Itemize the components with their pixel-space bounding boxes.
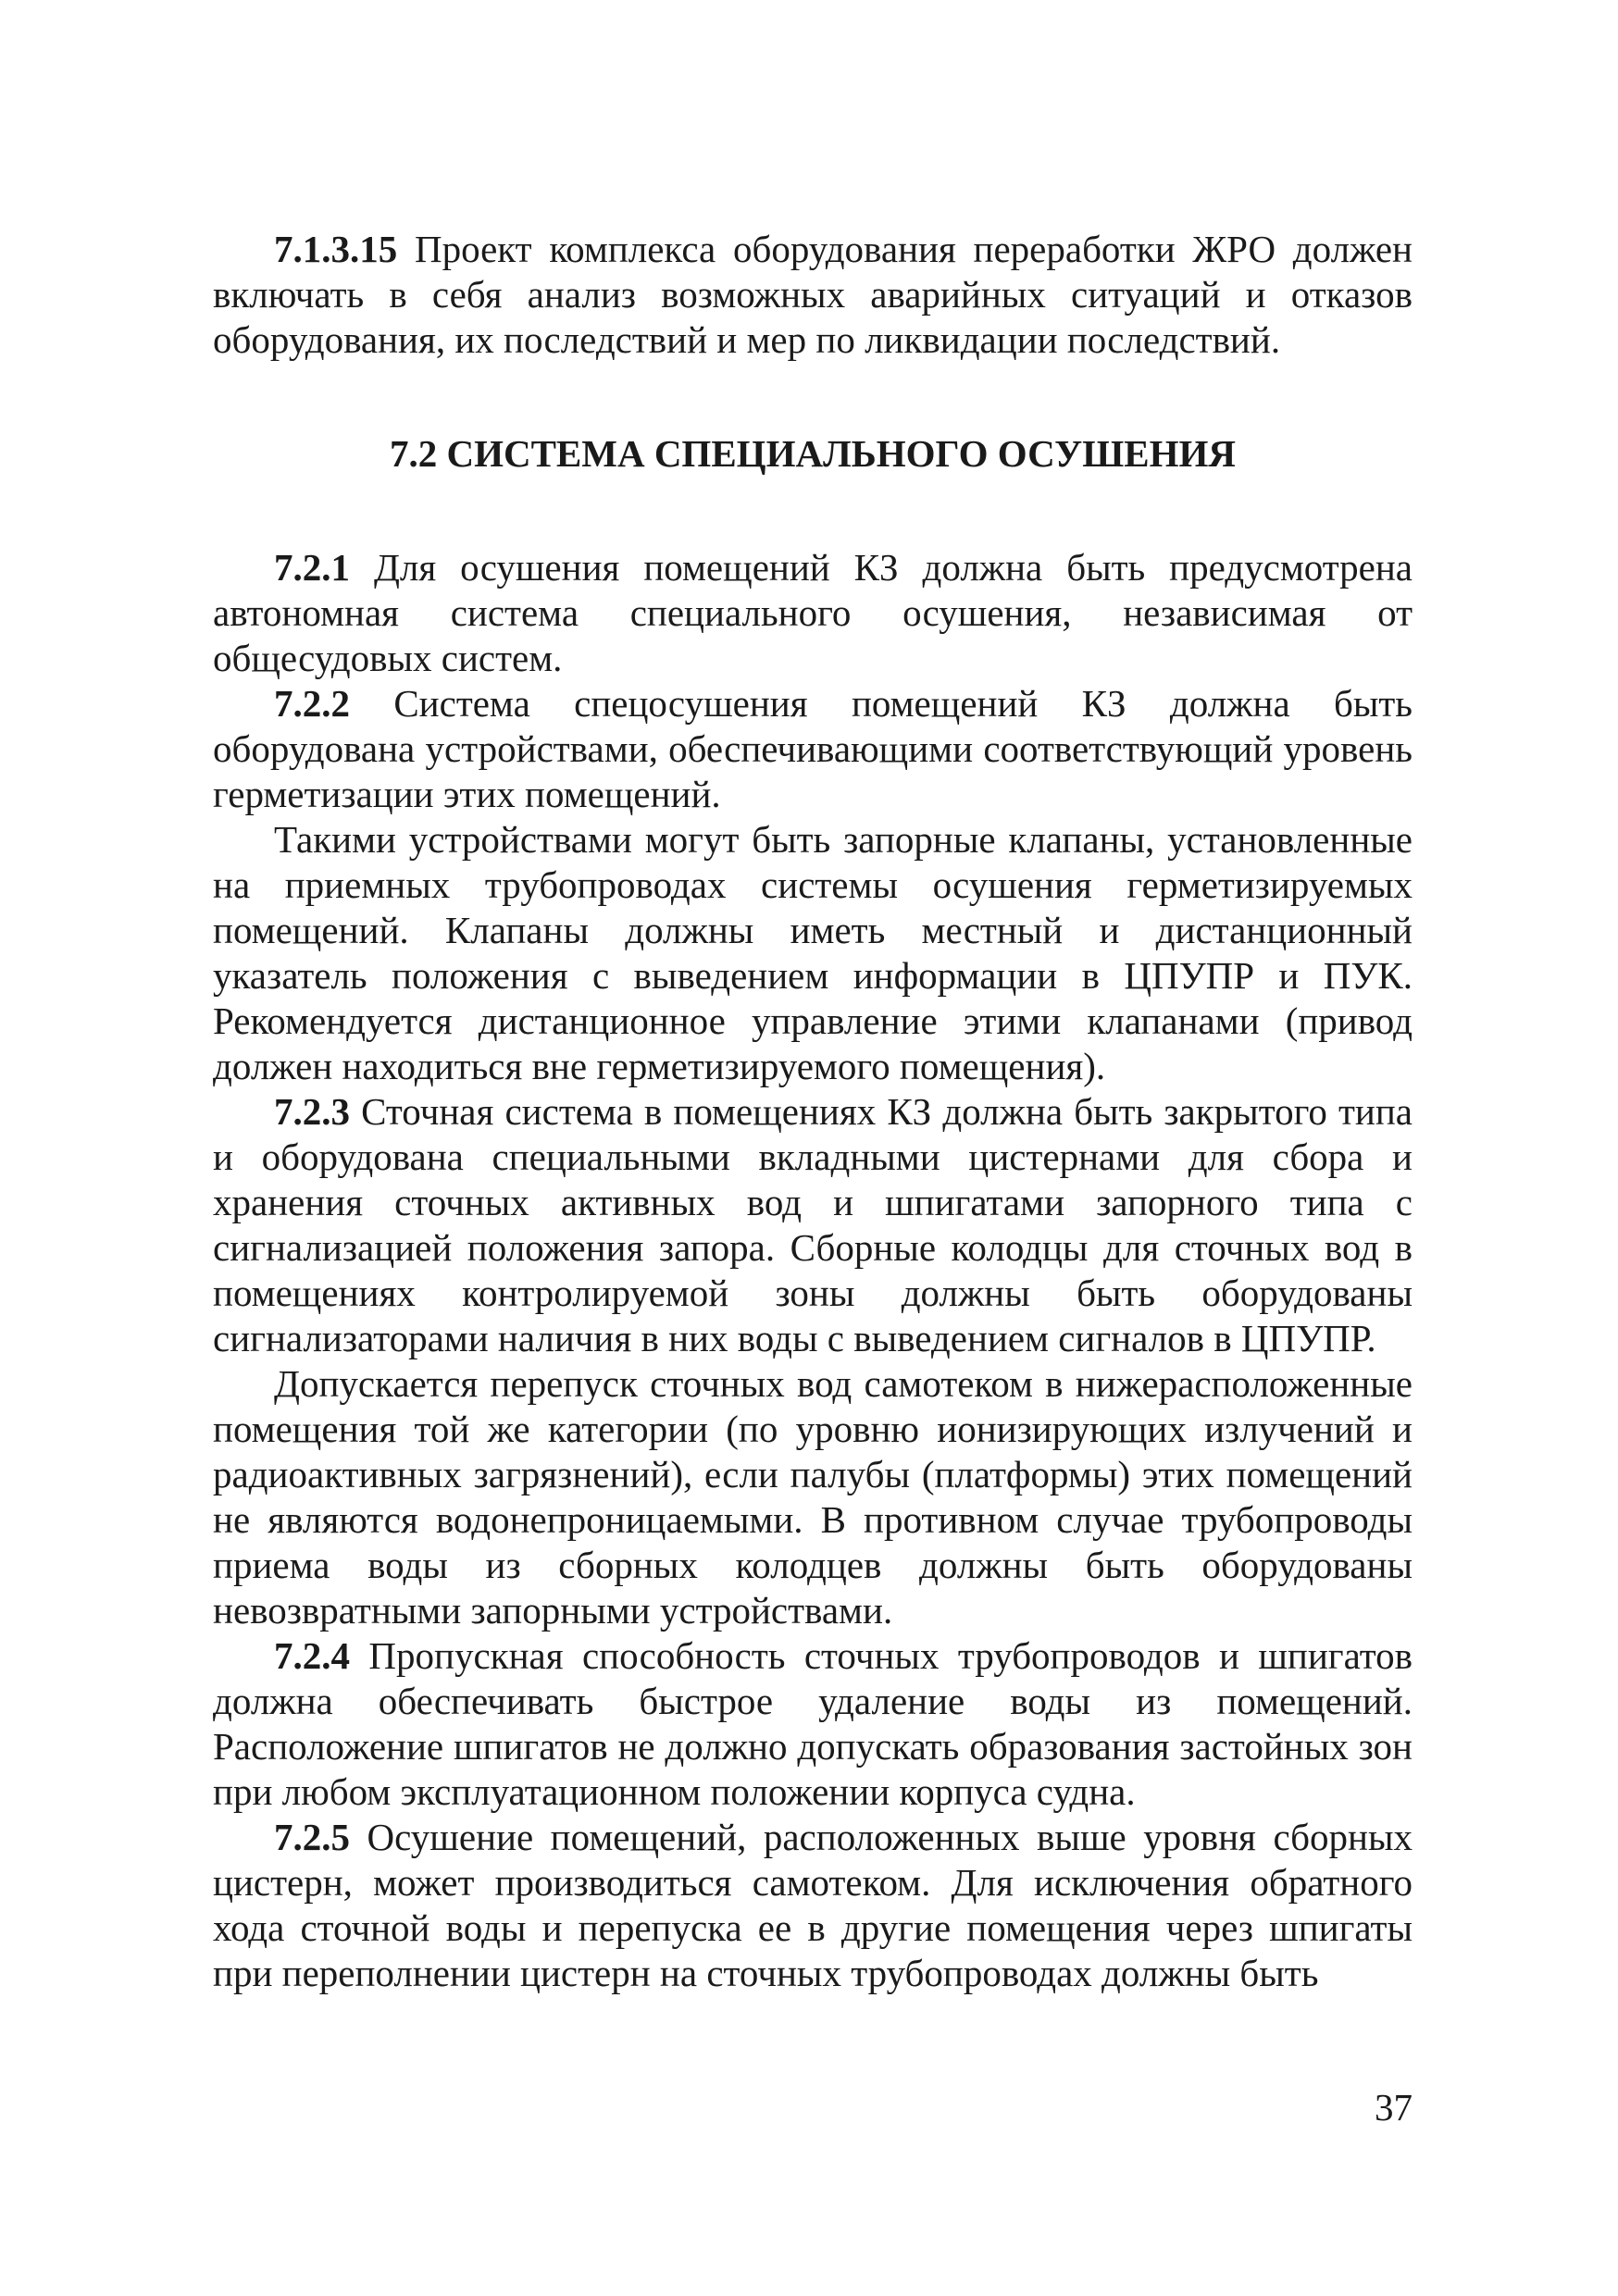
paragraph-text: Для осушения помещений КЗ должна быть предусмотрена автономная система специального осушения, независимая от общесудовых систем. [213,546,1413,679]
paragraph-7-2-3 [213,1089,1413,1361]
clause-number: 7.2.2 [274,682,350,725]
paragraph-text: Система спецосушения помещений КЗ должна быть оборудована устройствами, обеспечивающими соответствующий уровень герметизации этих помещений. [213,682,1413,815]
clause-number: 7.2.5 [274,1816,350,1858]
paragraph-text: Такими устройствами могут быть запорные клапаны, установленные на приемных трубопроводах системы осушения герметизируемых помещений. Клапаны должны иметь местный и дистанционный указатель положения с выведением информации в ЦПУПР и ПУК. Рекомендуется дистанционное управление этими клапанами (привод должен находиться вне герметизируемого помещения). [213,818,1413,1087]
clause-number: 7.1.3.15 [274,228,398,270]
clause-number: 7.2.4 [274,1634,350,1677]
paragraph-7-1-3-15 [213,227,1413,363]
paragraph-text: Допускается перепуск сточных вод самотеком в нижерасположенные помещения той же категории (по уровню ионизирующих излучений и радиоактивных загрязнений), если палубы (платформы) этих помещений не являются водонепроницаемыми. В противном случае трубопроводы приема воды из сборных колодцев должны быть оборудованы невозвратными запорными устройствами. [213,1362,1413,1632]
paragraph-text: Проект комплекса оборудования переработки ЖРО должен включать в себя анализ возможных аварийных ситуаций и отказов оборудования, их последствий и мер по ликвидации последствий. [213,228,1413,361]
document-page [213,227,1413,1996]
paragraph-7-2-2 [213,681,1413,817]
paragraph-overflow [213,1361,1413,1633]
clause-number: 7.2.3 [274,1090,350,1133]
section-heading: 7.2 СИСТЕМА СПЕЦИАЛЬНОГО ОСУШЕНИЯ [389,432,1237,475]
paragraph-text: Осушение помещений, расположенных выше уровня сборных цистерн, может производиться самотеком. Для исключения обратного хода сточной воды и перепуска ее в другие помещения через шпигаты при переполнении цистерн на сточных трубопроводах должны быть [213,1816,1413,1994]
paragraph-text: Пропускная способность сточных трубопроводов и шпигатов должна обеспечивать быстрое удаление воды из помещений. Расположение шпигатов не должно допускать образования застойных зон при любом эксплуатационном положении корпуса судна. [213,1634,1413,1813]
paragraph-7-2-4 [213,1633,1413,1815]
clause-number: 7.2.1 [274,546,350,589]
page-number: 37 [1375,2086,1413,2128]
paragraph-7-2-1 [213,545,1413,681]
paragraph-text: Сточная система в помещениях КЗ должна быть закрытого типа и оборудована специальными вкладными цистернами для сбора и хранения сточных активных вод и шпигатами запорного типа с сигнализацией положения запора. Сборные колодцы для сточных вод в помещениях контролируемой зоны должны быть оборудованы сигнализаторами наличия в них воды с выведением сигналов в ЦПУПР. [213,1090,1413,1359]
paragraph-7-2-5 [213,1815,1413,1996]
paragraph-devices [213,817,1413,1089]
